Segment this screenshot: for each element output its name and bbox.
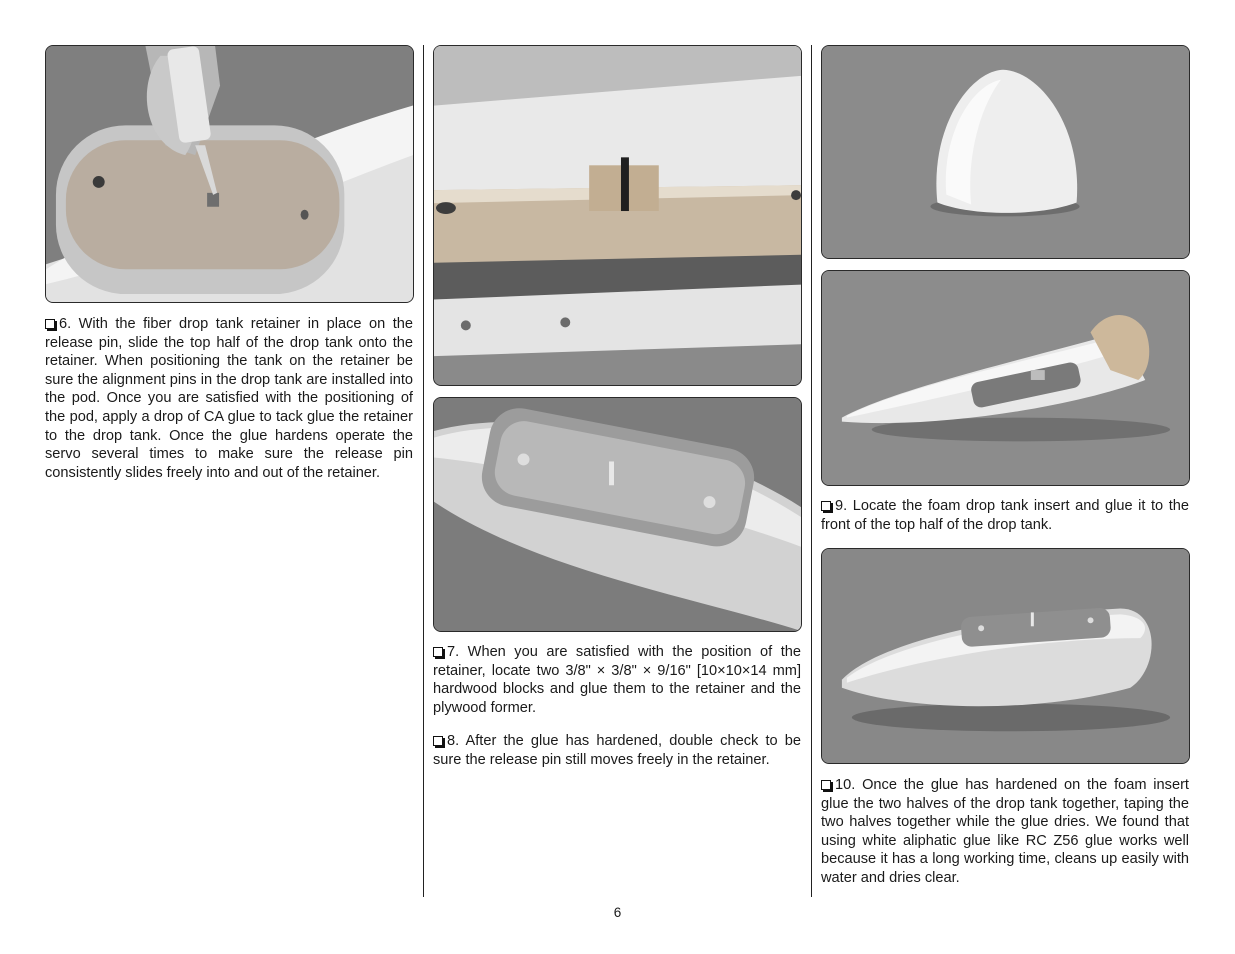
- step-10-text: 10. Once the glue has hardened on the foam insert glue the two halves of the drop tank together, taping the two halves together while the glue dries. We found that using white aliphatic glue like RC Z56 glue works well because it has a long working time, cleans up easily with water and dries clear.: [821, 777, 1189, 886]
- step-6-checkbox[interactable]: [45, 319, 55, 329]
- step-8-instruction: [433, 732, 801, 769]
- step-7-text: 7. When you are satisfied with the position of the retainer, locate two 3/8" × 3/8" × 9/16" [10×10×14 mm] hardwood blocks and glue them to the retainer and the plywood former.: [433, 644, 801, 716]
- photo-hardwood-blocks-on-retainer: [433, 45, 802, 386]
- step-8-checkbox[interactable]: [433, 736, 443, 746]
- photo-ca-glue-on-retainer: [45, 45, 414, 303]
- step-6-text: 6. With the fiber drop tank retainer in place on the release pin, slide the top half of the drop tank onto the retainer. When positioning the tank on the retainer be sure the alignment pins in the drop tank are installed into the pod. Once you are satisfied with the positioning of the pod, apply a drop of CA glue to tack glue the retainer to the drop tank. Once the glue hardens operate the servo several times to make sure the release pin consistently slides freely into and out of the retainer.: [45, 316, 413, 481]
- step-10-instruction: [821, 776, 1189, 888]
- step-8-text: 8. After the glue has hardened, double check to be sure the release pin still moves freely in the retainer.: [433, 733, 801, 768]
- step-9-instruction: [821, 497, 1189, 534]
- step-6-instruction: [45, 315, 413, 482]
- step-7-checkbox[interactable]: [433, 647, 443, 657]
- column-divider-left: [423, 45, 424, 897]
- photo-retainer-in-tank: [433, 397, 802, 632]
- photo-foam-drop-tank-insert: [821, 45, 1190, 259]
- step-7-instruction: [433, 643, 801, 717]
- step-10-checkbox[interactable]: [821, 780, 831, 790]
- step-9-text: 9. Locate the foam drop tank insert and glue it to the front of the top half of the drop tank.: [821, 498, 1189, 533]
- page-number: 6: [613, 905, 622, 920]
- photo-assembled-drop-tank: [821, 548, 1190, 764]
- step-9-checkbox[interactable]: [821, 501, 831, 511]
- column-divider-right: [811, 45, 812, 897]
- photo-tank-top-half-with-insert: [821, 270, 1190, 486]
